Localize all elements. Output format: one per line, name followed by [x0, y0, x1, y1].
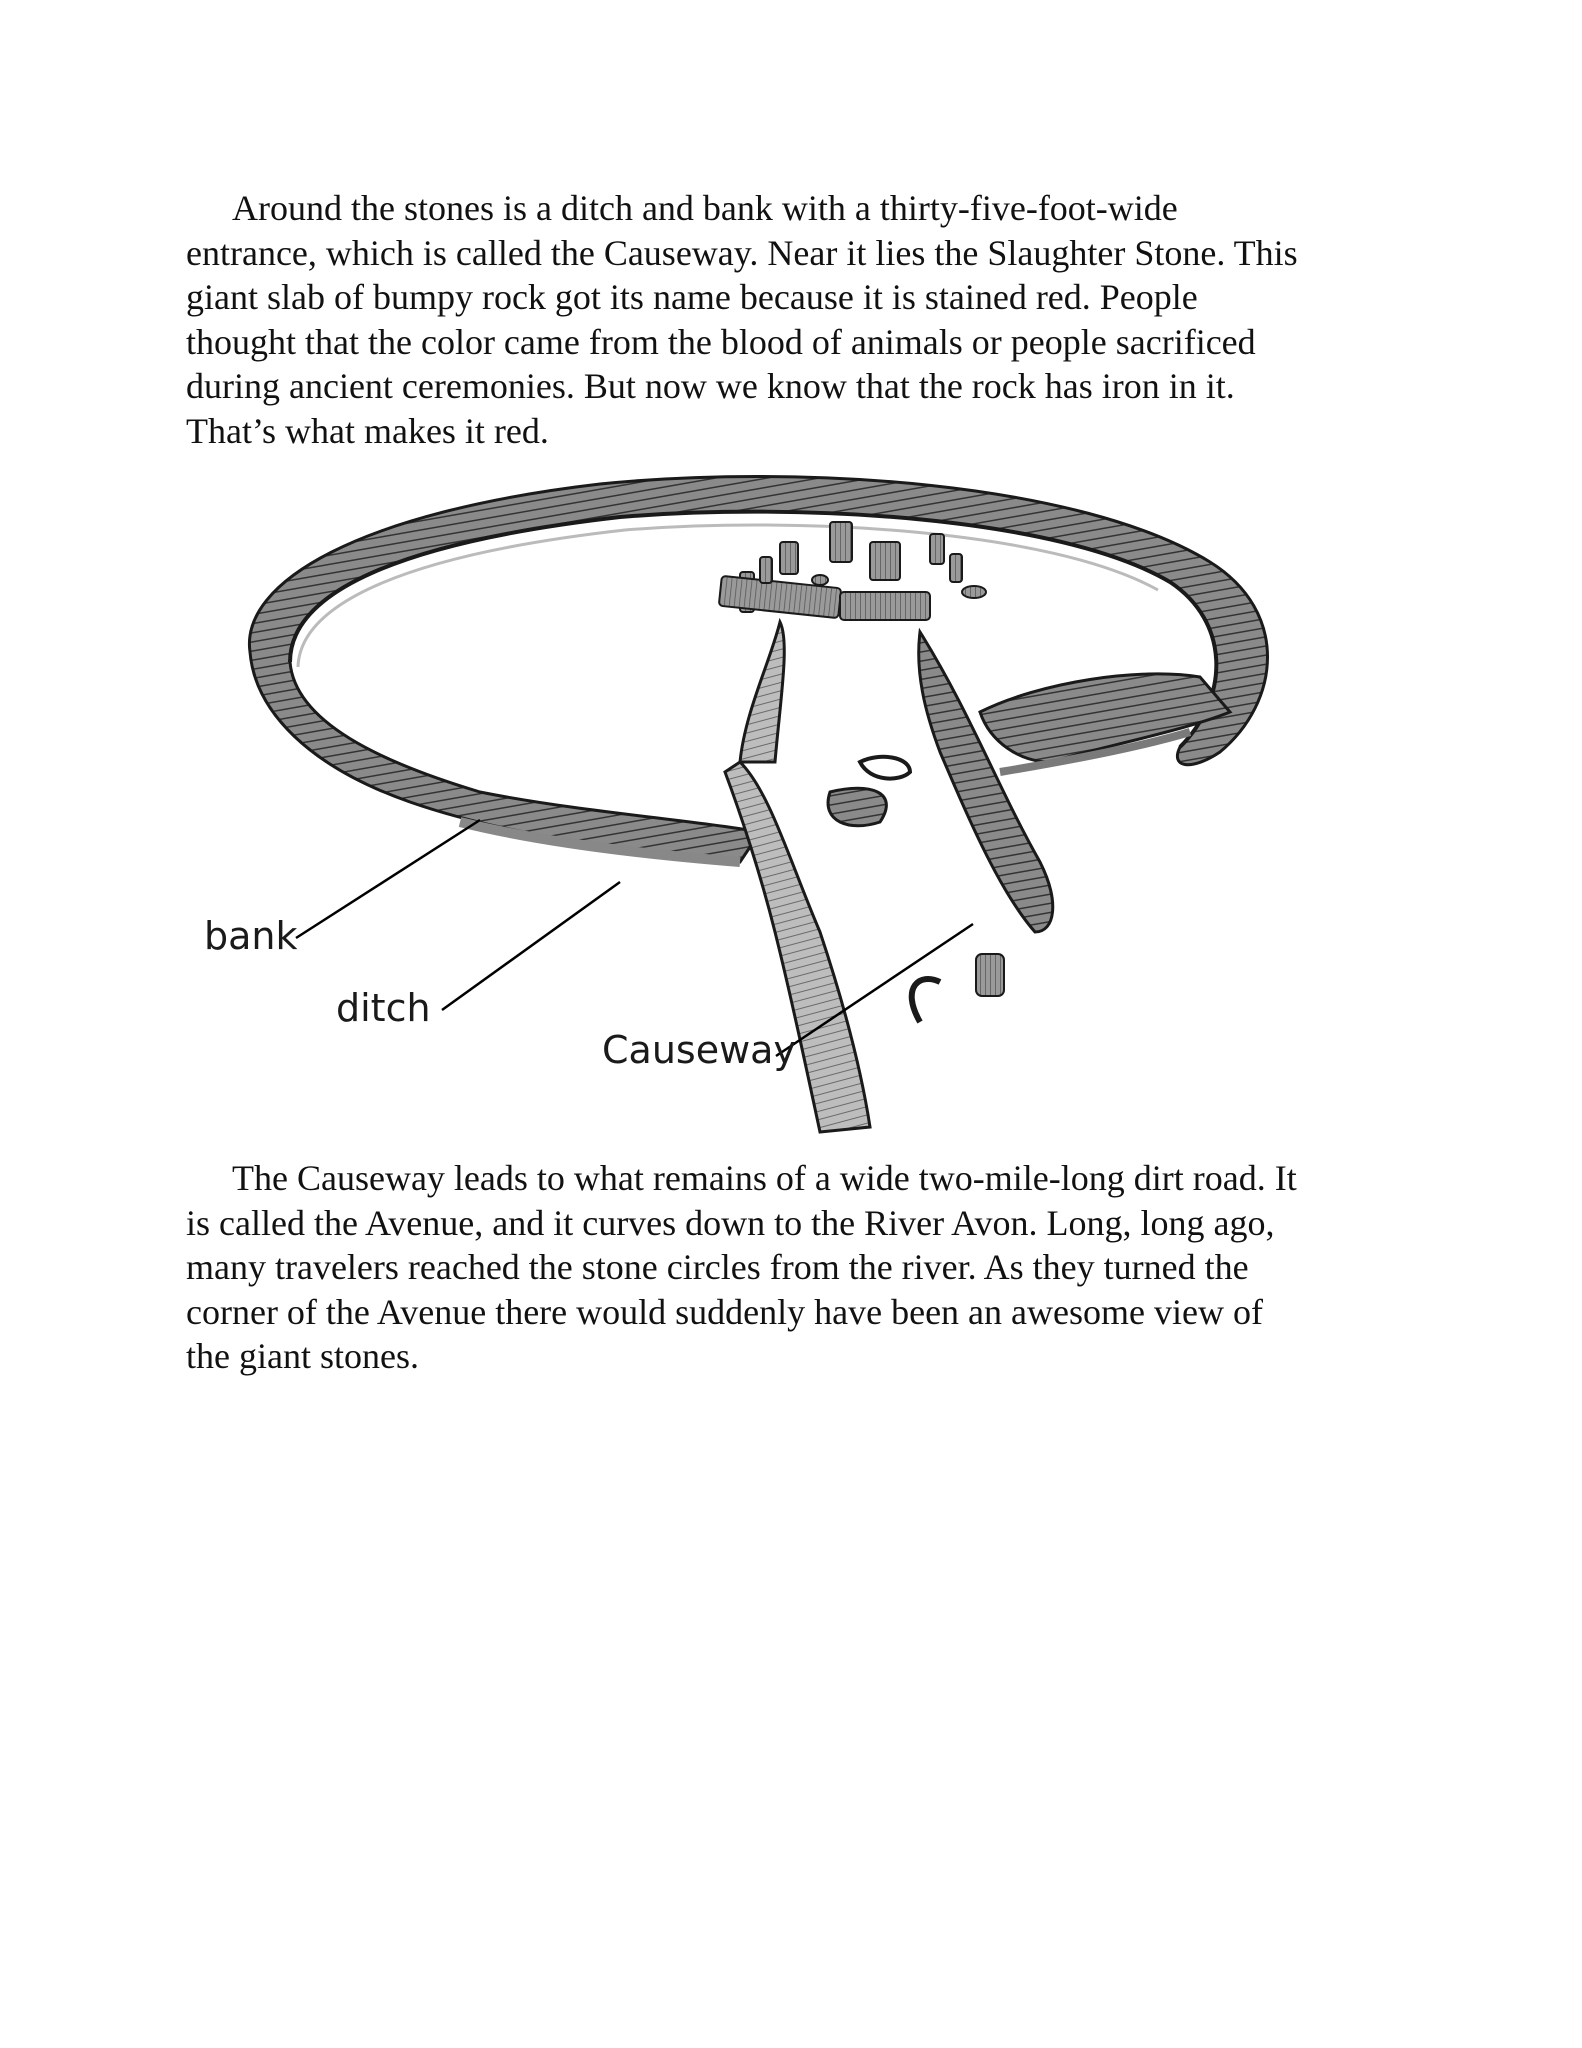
ditch-leader-line — [442, 882, 620, 1010]
label-causeway: Causeway — [602, 1028, 796, 1072]
paragraph-causeway-description — [186, 186, 1408, 453]
text-line: the giant stones. — [186, 1336, 419, 1376]
label-bank: bank — [204, 914, 298, 958]
text-line: entrance, which is called the Causeway. Near it lies the Slaughter Stone. This — [186, 232, 1298, 273]
text-line: Around the stones is a ditch and bank with a thirty-five-foot-wide — [232, 188, 1178, 228]
label-ditch: ditch — [336, 986, 431, 1030]
text-line: giant slab of bumpy rock got its name because it is stained red. People — [186, 277, 1198, 317]
text-line: The Causeway leads to what remains of a wide two-mile-long dirt road. It — [232, 1158, 1297, 1198]
text-line: thought that the color came from the blood of animals or people sacrificed — [186, 321, 1256, 362]
avenue-spur — [740, 622, 784, 762]
bank-leader-line — [296, 820, 480, 938]
stonehenge-drawing — [180, 462, 1420, 1152]
text-line: many travelers reached the stone circles from the river. As they turned the — [186, 1247, 1249, 1287]
text-line: is called the Avenue, and it curves down to the River Avon. Long, long ago, — [186, 1202, 1275, 1243]
text-line: That’s what makes it red. — [186, 410, 549, 451]
text-line: corner of the Avenue there would suddenly have been an awesome view of — [186, 1291, 1263, 1332]
stonehenge-illustration — [180, 462, 1420, 1152]
slaughter-stone — [976, 954, 1004, 996]
paragraph-avenue-description — [186, 1156, 1408, 1379]
avenue-right-bank — [919, 632, 1053, 932]
text-line: during ancient ceremonies. But now we know that the rock has iron in it. — [186, 366, 1235, 406]
